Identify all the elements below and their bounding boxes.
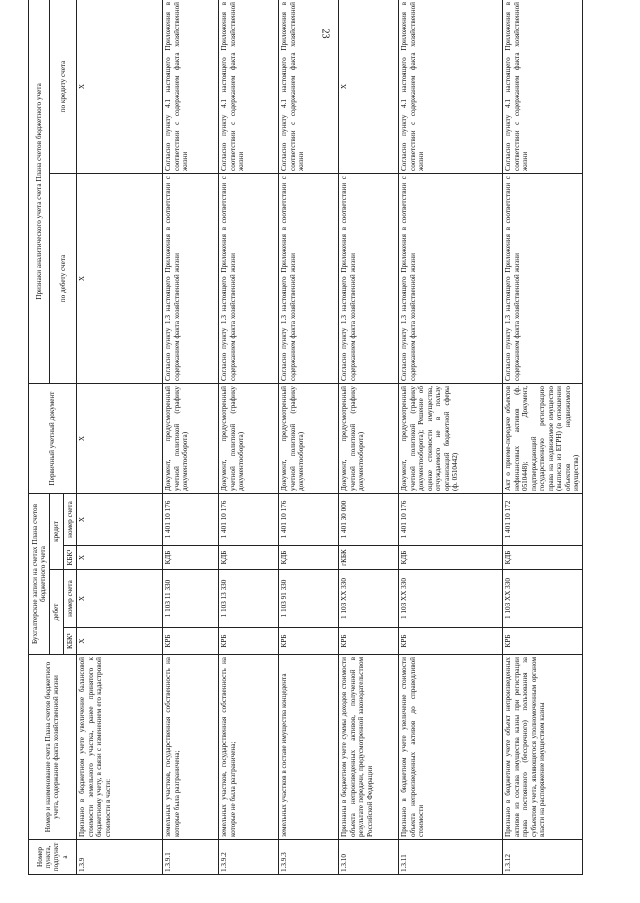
row-credit-account: 1 401 10 176 (278, 494, 338, 546)
row-debit-analytic: Согласно пункту 1.3 настоящего Приложения в соответствии с содержанием факта хозяйственной жизни (162, 174, 218, 384)
row-document: Акт о приеме-передаче объектов нефинансовых активов (ф. 0510448); Документ, подтверждающий государственную регистрацию права на недвижимое имущество (выписка из ЕГРН) (в отношении объектов недвижимого имущества) (502, 384, 582, 494)
header-debit-account: номер счета (63, 570, 76, 628)
table-row (278, 0, 338, 875)
header-account: Номер и наименование счета Плана счетов бюджетного учета, содержание факта хозяйственной жизни (29, 655, 77, 840)
row-document: Документ, предусмотренный учетной политикой (графику документооборота) (218, 384, 278, 494)
row-credit-account: 1 401 10 172 (502, 494, 582, 546)
row-debit-account: 1 103 11 330 (162, 570, 218, 628)
header-document: Первичный учетный документ (29, 384, 77, 494)
row-debit-analytic: Согласно пункту 1.3 настоящего Приложения в соответствии с содержанием факта хозяйственной жизни (338, 174, 398, 384)
row-number: 1.3.9.1 (162, 840, 218, 875)
header-kbk-debit: КБК¹ (63, 628, 76, 655)
row-number: 1.3.12 (502, 840, 582, 875)
row-description: Признано в бюджетном учете увеличение стоимости объекта непроизведенных активов до справедливой стоимости (398, 655, 502, 840)
row-number: 1.3.9.3 (278, 840, 338, 875)
header-credit: кредит (49, 494, 63, 570)
row-document: Документ, предусмотренный учетной политикой (графику документооборота); Решение об оценке стоимости имущества, отчуждаемого не в пользу организаций бюджетной сферы (ф. 0510442) (398, 384, 502, 494)
row-document: Документ, предусмотренный учетной политикой (графику документооборота) (162, 384, 218, 494)
row-credit-analytic: X (338, 0, 398, 174)
row-description: Признано в бюджетном учете увеличение балансовой стоимости земельного участка, ранее принятого к бюджетному учету, в связи с изменением его кадастровой стоимости в части: (76, 655, 162, 840)
row-debit-analytic: Согласно пункту 1.3 настоящего Приложения в соответствии с содержанием факта хозяйственной жизни (502, 174, 582, 384)
row-kbk-credit: КДБ (278, 546, 338, 570)
row-description: земельных участков, государственная собственность на которые не была разграничена; (218, 655, 278, 840)
row-kbk-debit: X (76, 628, 162, 655)
table-row (76, 0, 162, 875)
row-debit-analytic: Согласно пункту 1.3 настоящего Приложения в соответствии с содержанием факта хозяйственной жизни (278, 174, 338, 384)
row-number: 1.3.11 (398, 840, 502, 875)
row-kbk-credit: КДБ (502, 546, 582, 570)
row-kbk-credit: КДБ (218, 546, 278, 570)
row-description: земельных участков, государственная собственность на которые была разграничена; (162, 655, 218, 840)
row-credit-account: 1 401 10 176 (162, 494, 218, 546)
row-debit-analytic: Согласно пункту 1.3 настоящего Приложения в соответствии с содержанием факта хозяйственной жизни (218, 174, 278, 384)
row-kbk-credit: КДБ (162, 546, 218, 570)
row-number: 1.3.10 (338, 840, 398, 875)
row-number: 1.3.9.2 (218, 840, 278, 875)
row-credit-account: 1 401 30 000 (338, 494, 398, 546)
row-credit-analytic: Согласно пункту 4.1 настоящего Приложения в соответствии с содержанием факта хозяйственной жизни (218, 0, 278, 174)
row-kbk-debit: КРБ (162, 628, 218, 655)
row-description: земельных участков в составе имущества концедента (278, 655, 338, 840)
row-kbk-debit: КРБ (218, 628, 278, 655)
page-number: 23 (319, 28, 331, 39)
row-credit-analytic: Согласно пункту 4.1 настоящего Приложения в соответствии с содержанием факта хозяйственной жизни (502, 0, 582, 174)
row-debit-account: 1 103 XX 330 (338, 570, 398, 628)
row-credit-account: 1 401 10 176 (218, 494, 278, 546)
header-by-debit: по дебету счета (49, 174, 76, 384)
header-entries: Бухгалтерские записи на счетах Плана счетов бюджетного учета (29, 494, 50, 655)
accounting-table (28, 0, 583, 875)
row-document: Документ, предусмотренный учетной политикой (графику документооборота) (278, 384, 338, 494)
table-row (218, 0, 278, 875)
row-document: X (76, 384, 162, 494)
row-debit-analytic: Согласно пункту 1.3 настоящего Приложения в соответствии с содержанием факта хозяйственной жизни (398, 174, 502, 384)
row-kbk-credit: X (76, 546, 162, 570)
row-kbk-credit: гКБК (338, 546, 398, 570)
table-row (502, 0, 582, 875)
header-by-credit: по кредиту счета (49, 0, 76, 174)
row-debit-account: 1 103 XX 330 (502, 570, 582, 628)
row-kbk-debit: КРБ (338, 628, 398, 655)
row-kbk-debit: КРБ (278, 628, 338, 655)
row-kbk-debit: КРБ (398, 628, 502, 655)
header-kbk-credit: КБК¹ (63, 546, 76, 570)
row-document: Документ, предусмотренный учетной политикой (графику документооборота) (338, 384, 398, 494)
row-credit-analytic: Согласно пункту 4.1 настоящего Приложения в соответствии с содержанием факта хозяйственной жизни (162, 0, 218, 174)
header-analytic: Признаки аналитического учета счета Плана счетов бюджетного учета (29, 0, 50, 384)
header-credit-account: номер счета (63, 494, 76, 546)
row-description: Признано в бюджетном учете объект непроизведенных активов из состава имущества казны при регистрации права постоянного (бессрочного) пользования за субъектом учета, являющегося уполномоченным органом власти на распоряжение имуществом казны (502, 655, 582, 840)
row-credit-analytic: X (76, 0, 162, 174)
row-credit-analytic: Согласно пункту 4.1 настоящего Приложения в соответствии с содержанием факта хозяйственной жизни (278, 0, 338, 174)
row-debit-analytic: X (76, 174, 162, 384)
row-credit-account: 1 401 10 176 (398, 494, 502, 546)
row-description: Признаны в бюджетном учете суммы доходов стоимости объекта непроизведенных активов, полученной в результате передачи, предусмотренной законодательством Российской Федерации (338, 655, 398, 840)
table-row (162, 0, 218, 875)
header-debit: дебет (49, 570, 63, 655)
row-kbk-debit: КРБ (502, 628, 582, 655)
row-debit-account: X (76, 570, 162, 628)
row-debit-account: 1 103 13 330 (218, 570, 278, 628)
row-credit-analytic: Согласно пункту 4.1 настоящего Приложения в соответствии с содержанием факта хозяйственной жизни (398, 0, 502, 174)
row-number: 1.3.9 (76, 840, 162, 875)
row-kbk-credit: КДБ (398, 546, 502, 570)
table-row (338, 0, 398, 875)
header-number: Номер пункта, подпункта (29, 840, 77, 875)
row-debit-account: 1 103 XX 330 (398, 570, 502, 628)
rotated-page (28, 0, 628, 875)
row-credit-account: X (76, 494, 162, 546)
table-row (398, 0, 502, 875)
row-debit-account: 1 103 91 330 (278, 570, 338, 628)
